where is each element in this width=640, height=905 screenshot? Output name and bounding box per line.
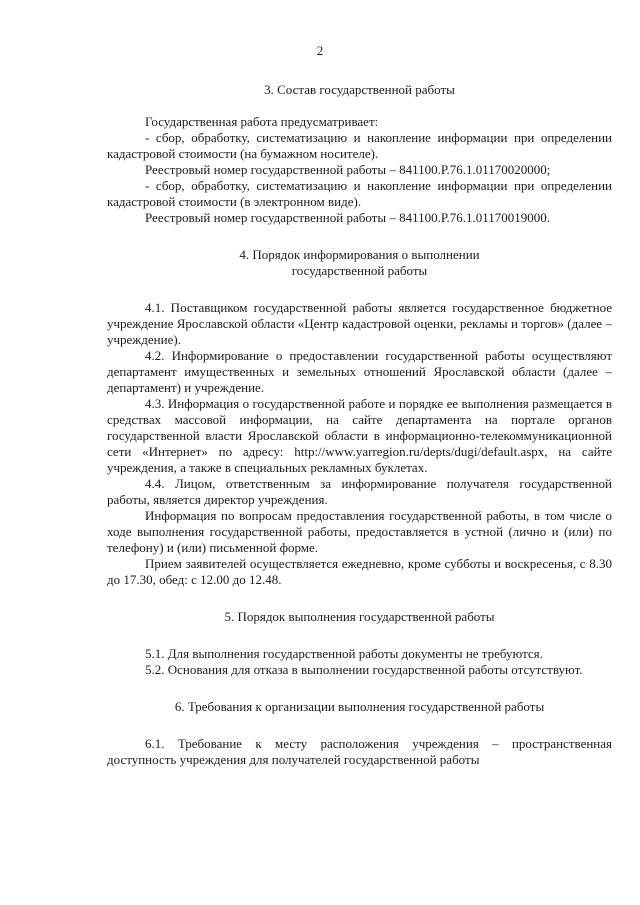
section-5-paragraph: 5.2. Основания для отказа в выполнении государственной работы отсутствуют. (145, 662, 583, 677)
section-4-paragraph: Прием заявителей осуществляется ежедневно, кроме субботы и воскресенья, с 8.30 до 17.30, обед: с 12.00 до 12.48. (107, 556, 612, 587)
section-3-paragraph: - сбор, обработку, систематизацию и накопление информации при определении кадастровой стоимости (на бумажном носителе). (107, 130, 612, 161)
section-4-paragraph: 4.3. Информация о государственной работе и порядке ее выполнения размещается в средствах массовой информации, на сайте департамента на портале органов государственной власти Ярославской области в информационно-телекоммуникационной сети «Интернет» по адресу: http://www.yarregion.ru/depts/dugi/default.aspx, на сайте учреждения, а также в специальных рекламных буклетах. (107, 396, 612, 475)
section-5-heading: 5. Порядок выполнения государственной работы (224, 609, 495, 624)
section-3-paragraph: Реестровый номер государственной работы – 841100.Р.76.1.01170020000; (145, 162, 551, 177)
section-4-heading: 4. Порядок информирования о выполнении (239, 247, 480, 262)
section-4-heading-continued: государственной работы (291, 263, 428, 278)
section-6-paragraph: 6.1. Требование к месту расположения учреждения – пространственная доступность учреждения для получателей государственной работы (107, 736, 612, 767)
section-4-paragraph: 4.4. Лицом, ответственным за информирование получателя государственной работы, является директор учреждения. (107, 476, 612, 507)
section-3-paragraph: Государственная работа предусматривает: (145, 114, 379, 129)
section-4-paragraph: 4.1. Поставщиком государственной работы является государственное бюджетное учреждение Ярославской области «Центр кадастровой оценки, рекламы и торгов» (далее – учреждение). (107, 300, 612, 347)
section-4-paragraph: Информация по вопросам предоставления государственной работы, в том числе о ходе выполнения государственной работы, предоставляется в устной (лично и (или) по телефону) и (или) письменной форме. (107, 508, 612, 555)
section-3-paragraph: - сбор, обработку, систематизацию и накопление информации при определении кадастровой стоимости (в электронном виде). (107, 178, 612, 209)
section-3-paragraph: Реестровый номер государственной работы – 841100.Р.76.1.01170019000. (145, 210, 550, 225)
page-number: 2 (316, 43, 324, 58)
section-3-heading: 3. Состав государственной работы (264, 82, 455, 97)
document-body (107, 75, 612, 768)
section-5-paragraph: 5.1. Для выполнения государственной работы документы не требуются. (145, 646, 543, 661)
section-6-heading: 6. Требования к организации выполнения государственной работы (174, 699, 545, 714)
section-4-paragraph: 4.2. Информирование о предоставлении государственной работы осуществляют департамент имущественных и земельных отношений Ярославской области (далее – департамент) и учреждение. (107, 348, 612, 395)
